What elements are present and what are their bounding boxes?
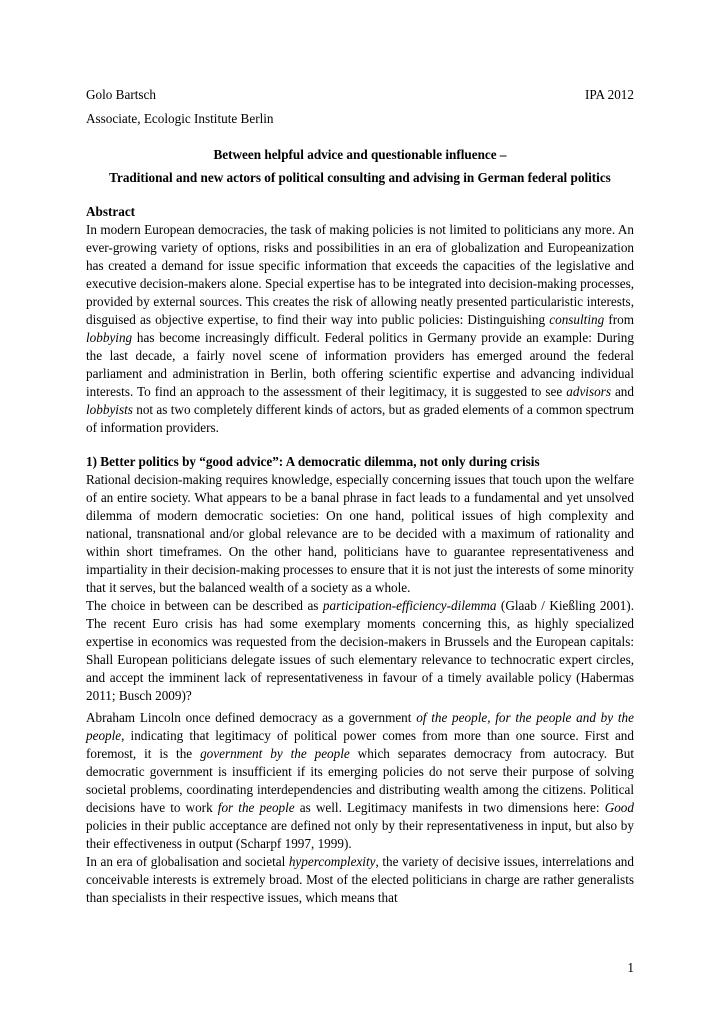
document-page xyxy=(86,86,634,907)
section-1-paragraph-3: Abraham Lincoln once defined democracy as a government of the people, for the people and by the people, indicating that legitimacy of political power comes from more than one source. First and foremost, it is the government by the people which separates democracy from autocracy. But democratic government is insufficient if its emerging policies do not serve their purpose of solving societal problems, coordinating interdependencies and distributing wealth among the citizens. Political decisions have to work for the people as well. Legitimacy manifests in two dimensions here: Good policies in their public acceptance are defined not only by their representativeness in input, but also by their effectiveness in output (Scharpf 1997, 1999). xyxy=(86,710,635,851)
abstract-heading: Abstract xyxy=(86,204,136,219)
event-label: IPA 2012 xyxy=(585,87,634,102)
section-1-paragraph-2: The choice in between can be described as participation-efficiency-dilemma (Glaab / Kießling 2001). The recent Euro crisis has had some exemplary moments concerning this, as highly specialized expertise in economics was requested from the decision-makers in Brussels and the European capitals: Shall European politicians delegate issues of such elementary relevance to technocratic expert circles, and accept the imminent lack of representativeness in favour of a timely available policy (Habermas 2011; Busch 2009)? xyxy=(86,598,634,703)
paper-title xyxy=(86,146,634,187)
header-row xyxy=(86,86,634,104)
page-number: 1 xyxy=(627,960,634,975)
section-1-paragraph-1: Rational decision-making requires knowledge, especially concerning issues that touch upon the welfare of an entire society. What appears to be a banal phrase in fact leads to a fundamental and yet unsolved dilemma of modern democratic societies: On one hand, political issues of high complexity and national, transnational and/or global relevance are to be decided with a maximum of rationality and within short timeframes. On the other hand, politicians have to guarantee representativeness and impartiality in their decision-making processes to ensure that it is not just the interests of some minority that it serves, but the balanced wealth of a society as a whole. xyxy=(86,472,634,595)
section-1-paragraph-4: In an era of globalisation and societal hypercomplexity, the variety of decisive issues, interrelations and conceivable interests is extremely broad. Most of the elected politicians in charge are rather generalists than specialists in their respective issues, which means that xyxy=(86,854,634,905)
section-1-heading: 1) Better politics by “good advice”: A democratic dilemma, not only during crisis xyxy=(86,454,540,469)
title-line-1: Between helpful advice and questionable influence – xyxy=(213,147,507,162)
author-name: Golo Bartsch xyxy=(86,87,156,102)
abstract-paragraph: In modern European democracies, the task of making policies is not limited to politicians any more. An ever-growing variety of options, risks and possibilities in an era of globalization and Europeanization has created a demand for issue specific information that exceeds the capacities of the legislative and executive decision-makers alone. Special expertise has to be integrated into decision-making processes, provided by external sources. This creates the risk of allowing neatly presented particularistic interests, disguised as objective expertise, to find their way into public policies: Distinguishing consulting from lobbying has become increasingly difficult. Federal politics in Germany provide an example: During the last decade, a fairly novel scene of information providers has emerged around the federal parliament and administration in Berlin, both offering scientific expertise and advancing individual interests. To find an approach to the assessment of their legitimacy, it is suggested to see advisors and lobbyists not as two completely different kinds of actors, but as graded elements of a common spectrum of information providers. xyxy=(86,222,634,435)
title-line-2: Traditional and new actors of political consulting and advising in German federal politics xyxy=(109,170,611,185)
affiliation: Associate, Ecologic Institute Berlin xyxy=(86,111,274,126)
